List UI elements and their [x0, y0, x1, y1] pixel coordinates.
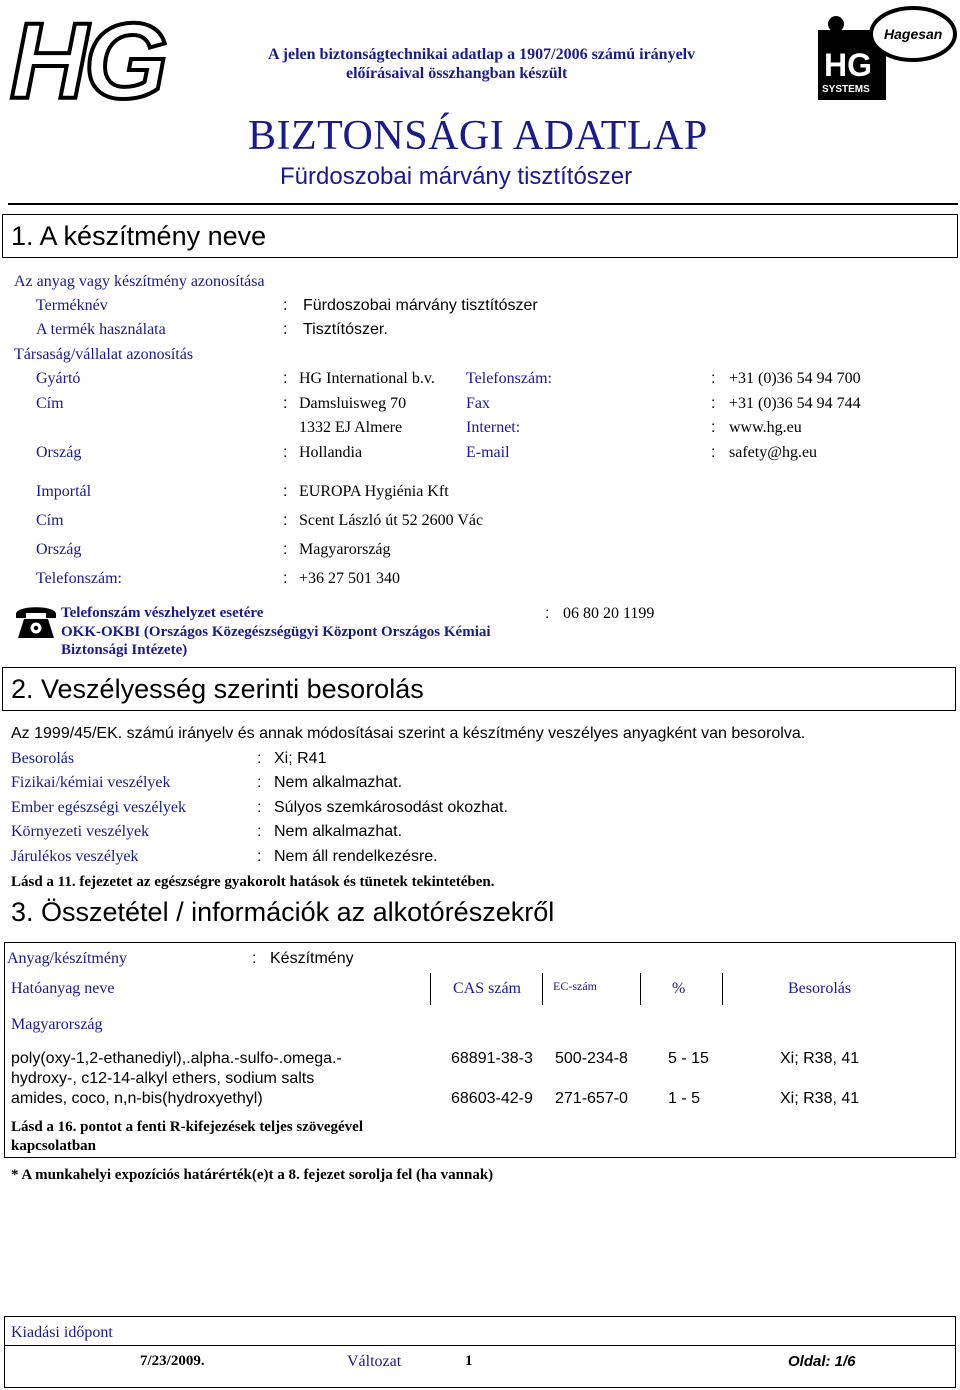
email-colon: : — [711, 444, 716, 461]
hazard-value-health: Súlyos szemkárosodást okozhat. — [274, 799, 508, 816]
col-divider-2 — [542, 973, 543, 1005]
ingredient-1-cas: 68891-38-3 — [451, 1050, 533, 1067]
emergency-label-line-3: Biztonsági Intézete) — [61, 642, 188, 658]
substance-type-colon: : — [252, 950, 257, 967]
section-2-title: 2. Veszélyesség szerinti besorolás — [11, 674, 424, 704]
phone-label: Telefonszám: — [466, 370, 552, 387]
internet-link[interactable]: www.hg.eu — [729, 419, 802, 436]
product-name-colon: : — [283, 297, 288, 314]
composition-country: Magyarország — [11, 1016, 103, 1033]
exposure-limit-note: * A munkahelyi expozíciós határérték(e)t a 8. fejezet sorolja fel (ha vannak) — [11, 1167, 494, 1183]
col-divider-4 — [722, 973, 723, 1005]
product-name-value: Fürdoszobai márvány tisztítószer — [303, 297, 538, 314]
importer-country-colon: : — [283, 541, 288, 558]
hazard-label-additional: Járulékos veszélyek — [11, 848, 139, 865]
hg-logo-text: HG — [10, 4, 164, 110]
phone-value: +31 (0)36 54 94 700 — [729, 370, 861, 387]
ingredient-1-class: Xi; R38, 41 — [780, 1050, 860, 1067]
hazard-value-physical: Nem alkalmazhat. — [274, 774, 403, 791]
importer-address-value: Scent László út 52 2600 Vác — [299, 512, 484, 529]
internet-colon: : — [711, 419, 716, 436]
importer-label: Importál — [36, 483, 92, 500]
emergency-phone-value: 06 80 20 1199 — [563, 605, 655, 622]
footer-box — [4, 1316, 956, 1388]
email-link[interactable]: safety@hg.eu — [729, 444, 818, 461]
substance-type-label: Anyag/készítmény — [7, 950, 127, 967]
product-title: Fürdoszobai márvány tisztítószer — [280, 163, 633, 190]
ingredient-2-class: Xi; R38, 41 — [780, 1090, 860, 1107]
col-divider-1 — [430, 973, 431, 1005]
col-header-name: Hatóanyag neve — [11, 980, 115, 997]
page-number: Oldal: 1/6 — [788, 1353, 856, 1370]
footer-inner-rule — [4, 1345, 956, 1346]
country-value: Hollandia — [299, 444, 363, 461]
manufacturer-colon: : — [283, 370, 288, 387]
substance-type-value: Készítmény — [270, 950, 354, 967]
importer-value: EUROPA Hygiénia Kft — [299, 483, 449, 500]
ingredient-2-name: amides, coco, n,n-bis(hydroxyethyl) — [11, 1090, 263, 1107]
importer-phone-label: Telefonszám: — [36, 570, 122, 587]
usage-label: A termék használata — [36, 321, 166, 338]
ingredient-2-pct: 1 - 5 — [668, 1090, 701, 1107]
section-1-header — [2, 214, 958, 258]
issue-date-value: 7/23/2009. — [140, 1353, 205, 1369]
ingredient-1-pct: 5 - 15 — [668, 1050, 709, 1067]
hazard-label-physical: Fizikai/kémiai veszélyek — [11, 774, 171, 791]
address-line-2: 1332 EJ Almere — [299, 419, 403, 436]
importer-colon: : — [283, 483, 288, 500]
hazard-label-classification: Besorolás — [11, 750, 75, 767]
address-line-1: Damsluisweg 70 — [299, 395, 407, 412]
ingredient-1-name-line-2: hydroxy-, c12-14-alkyl ethers, sodium salts — [11, 1070, 315, 1087]
hazard-colon-1: : — [257, 750, 262, 767]
hazard-colon-2: : — [257, 774, 262, 791]
hazard-value-classification: Xi; R41 — [274, 750, 327, 767]
fax-value: +31 (0)36 54 94 744 — [729, 395, 861, 412]
importer-phone-value: +36 27 501 340 — [299, 570, 401, 587]
address-label: Cím — [36, 395, 64, 412]
internet-label: Internet: — [466, 419, 521, 436]
emergency-colon: : — [545, 605, 550, 622]
hazard-value-additional: Nem áll rendelkezésre. — [274, 848, 438, 865]
hazard-colon-5: : — [257, 848, 262, 865]
col-header-cas: CAS szám — [453, 980, 521, 997]
fax-colon: : — [711, 395, 716, 412]
hg-logo-graphic — [4, 4, 194, 110]
email-label: E-mail — [466, 444, 510, 461]
ingredient-2-cas: 68603-42-9 — [451, 1090, 533, 1107]
fax-label: Fax — [466, 395, 490, 412]
version-label: Változat — [347, 1353, 402, 1370]
section-3-title: 3. Összetétel / információk az alkotórészekről — [11, 897, 555, 927]
badge-top-text: Hagesan — [884, 26, 943, 42]
usage-colon: : — [283, 321, 288, 338]
hazard-label-health: Ember egészségi veszélyek — [11, 799, 187, 816]
ingredient-1-ec: 500-234-8 — [555, 1050, 628, 1067]
importer-country-label: Ország — [36, 541, 82, 558]
directive-line-2: előírásaival összhangban készült — [346, 65, 568, 82]
manufacturer-value: HG International b.v. — [299, 370, 435, 387]
company-id-heading: Társaság/vállalat azonosítás — [14, 346, 194, 363]
classification-intro: Az 1999/45/EK. számú irányelv és annak módosításai szerint a készítmény veszélyes anyagként van besorolva. — [11, 725, 806, 742]
section-2-header — [2, 667, 956, 711]
product-name-label: Terméknév — [36, 297, 108, 314]
country-colon: : — [283, 444, 288, 461]
manufacturer-label: Gyártó — [36, 370, 81, 387]
col-header-pct: % — [672, 980, 686, 997]
ingredient-1-name-line-1: poly(oxy-1,2-ethanediyl),.alpha.-sulfo-.omega.- — [11, 1050, 342, 1067]
hazard-colon-4: : — [257, 823, 262, 840]
telephone-icon — [14, 602, 58, 640]
address-colon: : — [283, 395, 288, 412]
emergency-label-line-2: OKK-OKBI (Országos Közegészségügyi Központ Országos Kémiai — [61, 624, 491, 640]
hg-logo — [4, 4, 194, 110]
phone-colon: : — [711, 370, 716, 387]
importer-address-label: Cím — [36, 512, 64, 529]
hazard-colon-3: : — [257, 799, 262, 816]
issue-date-label: Kiadási időpont — [11, 1324, 113, 1341]
badge-sub-text: SYSTEMS — [822, 84, 870, 95]
header-rule — [8, 203, 958, 205]
brand-badge — [808, 2, 958, 106]
col-divider-3 — [640, 973, 641, 1005]
col-header-ec: EC-szám — [553, 979, 597, 993]
badge-knob-icon — [828, 16, 844, 32]
section-1-title: 1. A készítmény neve — [11, 221, 267, 251]
r-phrase-note-line-2: kapcsolatban — [11, 1138, 97, 1154]
emergency-label-line-1: Telefonszám vészhelyzet esetére — [61, 605, 264, 621]
importer-address-colon: : — [283, 512, 288, 529]
r-phrase-note-line-1: Lásd a 16. pontot a fenti R-kifejezések teljes szövegével — [11, 1119, 364, 1135]
substance-id-heading: Az anyag vagy készítmény azonosítása — [14, 273, 265, 290]
importer-phone-colon: : — [283, 570, 288, 587]
hazard-label-environment: Környezeti veszélyek — [11, 823, 150, 840]
hazard-value-environment: Nem alkalmazhat. — [274, 823, 403, 840]
version-value: 1 — [465, 1353, 473, 1369]
section-2-see-note: Lásd a 11. fejezetet az egészségre gyakorolt hatások és tünetek tekintetében. — [11, 874, 495, 890]
document-title: BIZTONSÁGI ADATLAP — [248, 113, 708, 159]
country-label: Ország — [36, 444, 82, 461]
importer-country-value: Magyarország — [299, 541, 391, 558]
brand-badge-graphic — [808, 2, 958, 106]
badge-main-text: HG — [824, 47, 872, 83]
usage-value: Tisztítószer. — [303, 321, 388, 338]
ingredient-2-ec: 271-657-0 — [555, 1090, 628, 1107]
col-header-class: Besorolás — [788, 980, 852, 997]
directive-line-1: A jelen biztonságtechnikai adatlap a 1907/2006 számú irányelv — [268, 46, 696, 63]
